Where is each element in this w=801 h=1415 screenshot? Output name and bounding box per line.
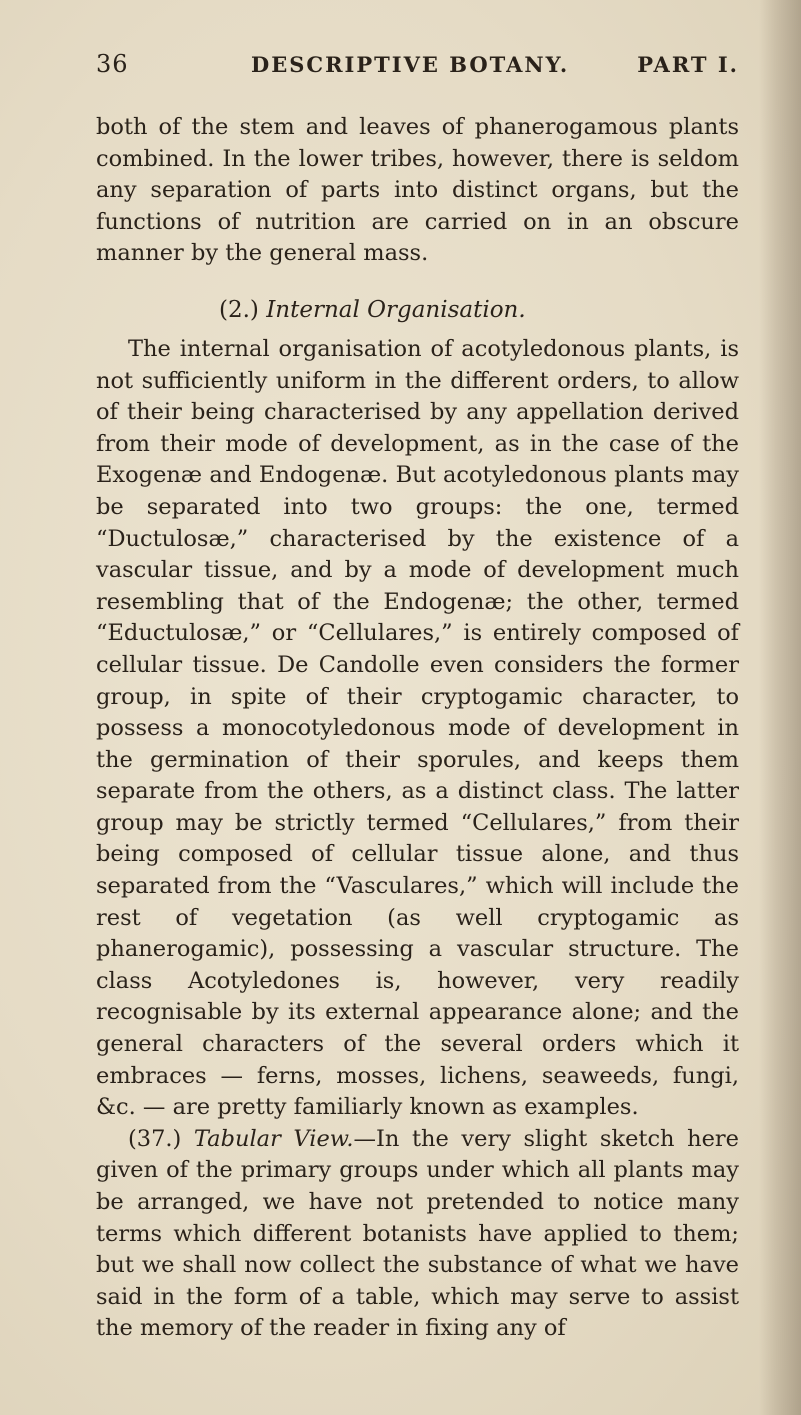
running-header bbox=[96, 50, 739, 86]
page-gutter-shadow bbox=[759, 0, 801, 1415]
paragraph-tabular-view bbox=[96, 1124, 739, 1345]
section-number: (2.) bbox=[219, 296, 259, 323]
paragraph-tabular-view-text: —In the very slight sketch here given of the primary groups under which all plants may be arranged, we have not pretended to notice many terms which different botanists have applied to them; but we shall now collect the substance of what we have said in the form of a table, which may serve to assist the memory of the reader in fixing any of bbox=[96, 1125, 739, 1342]
paragraph-internal-organisation: The internal organisation of acotyledonous plants, is not sufficiently uniform in the different orders, to allow of their being characterised by any appellation derived from their mode of development, as in the case of the Exogenæ and Endogenæ. But acotyledonous plants may be separated into two groups: the one, termed “Ductulosæ,” characterised by the existence of a vascular tissue, and by a mode of development much resembling that of the Endogenæ; the other, termed “Eductulosæ,” or “Cellulares,” is entirely composed of cellular tissue. De Candolle even considers the former group, in spite of their cryptogamic character, to possess a monocotyledonous mode of development in the germination of their sporules, and keeps them separate from the others, as a distinct class. The latter group may be strictly termed “Cellulares,” from their being composed of cellular tissue alone, and thus separated from the “Vasculares,” which will include the rest of vegetation (as well cryptogamic as phanerogamic), possessing a vascular structure. The class Acotyledones is, however, very readily recognisable by its external appearance alone; and the general characters of the several orders which it embraces — ferns, mosses, lichens, seaweeds, fungi, &c. — are pretty familiarly known as examples. bbox=[96, 335, 739, 1121]
section-title: Internal Organisation. bbox=[266, 296, 526, 323]
paragraph-number: (37.) bbox=[128, 1125, 182, 1152]
part-label: PART I. bbox=[637, 52, 739, 77]
section-heading bbox=[96, 294, 739, 326]
page-number: 36 bbox=[96, 50, 129, 78]
body-text bbox=[96, 112, 739, 1345]
paragraph-title: Tabular View. bbox=[193, 1125, 354, 1152]
running-title: DESCRIPTIVE BOTANY. bbox=[251, 52, 570, 77]
intro-paragraph: both of the stem and leaves of phanerogamous plants combined. In the lower tribes, however, there is seldom any separation of parts into distinct organs, but the functions of nutrition are carried on in an obscure manner by the general mass. bbox=[96, 114, 739, 267]
